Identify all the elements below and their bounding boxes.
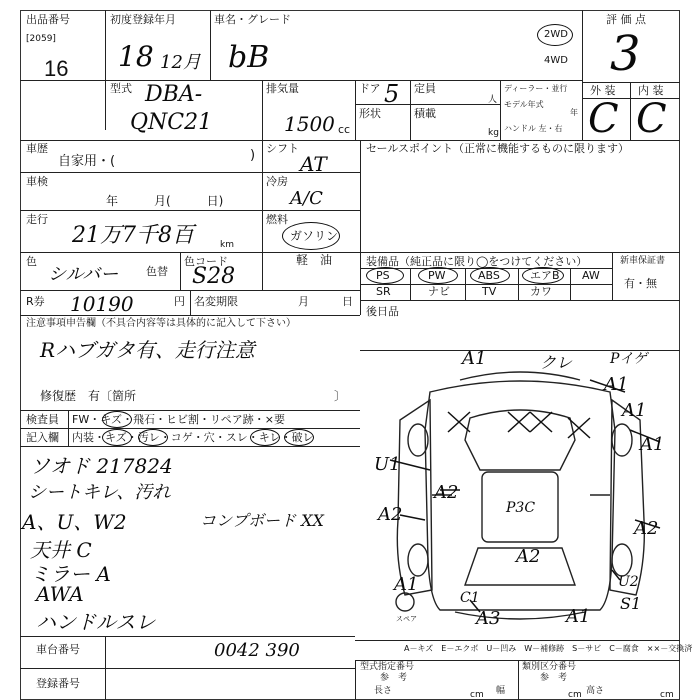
exterior-value: C (588, 96, 619, 142)
type-value-2: QNC21 (130, 110, 213, 135)
grade-label: 評 価 点 (606, 13, 646, 26)
diagram-mark: A1 (462, 348, 487, 369)
equipment-label: 装備品（純正品に限り◯をつけてください） (366, 255, 588, 268)
usage-value: 自家用・( (58, 154, 116, 169)
diagram-mark: A1 (640, 434, 665, 455)
shift-label: シフト (266, 142, 299, 155)
type-value-1: DBA- (145, 82, 203, 107)
inspection-label: 車検 (26, 175, 48, 188)
ac-value: A/C (290, 188, 323, 209)
fuel-label: 燃料 (266, 213, 288, 226)
diagram-mark: C1 (460, 590, 480, 606)
notes-text: Rハブガタ有、走行注意 (40, 338, 255, 362)
legend-text: A－キズ E－エクボ U－凹み W－補修跡 S－サビ C－腐食 ××－交換済 (404, 644, 693, 653)
diagram-mark: クレ (540, 353, 573, 372)
damage-line (400, 515, 425, 520)
usage-close: ) (250, 148, 256, 163)
chassis-value: 0042 390 (214, 640, 300, 661)
color-code-label: 色コード (184, 255, 228, 268)
damage-x-mark (568, 418, 590, 438)
registration-month: 12月 (160, 52, 201, 73)
shift-value: AT (300, 152, 327, 176)
lot-number: 16 (44, 56, 69, 81)
car-roof (465, 410, 575, 470)
model-label: 車名・グレード (214, 13, 291, 26)
exterior-label: 外 装 (590, 84, 616, 97)
diagram-mark: A1 (622, 400, 647, 421)
interior-note-extra: コンプボード XX (200, 511, 324, 530)
lot-code: [2059] (26, 34, 56, 44)
diagram-mark: A1 (566, 606, 591, 627)
inspection-row-label: 検査員 (26, 413, 59, 426)
equip-sr: SR (376, 285, 391, 298)
interior-note-6: AWA (36, 582, 84, 606)
equip-abs: ABS (478, 269, 500, 282)
model-year-label: モデル年式 (504, 100, 544, 109)
capacity-unit: 人 (488, 95, 498, 105)
shape-label: 形状 (359, 107, 381, 120)
name-change-template: 月 日 (298, 295, 353, 308)
length-unit: cm (470, 690, 484, 700)
load-unit: kg (488, 128, 499, 138)
mileage-unit: km (220, 240, 234, 250)
diagram-mark: A1 (604, 374, 629, 395)
width-unit: cm (568, 690, 582, 700)
equip-leather: カワ (530, 285, 552, 298)
registration-year: 18 (118, 40, 154, 73)
grade-value: 3 (610, 26, 641, 82)
displacement-label: 排気量 (266, 82, 299, 95)
diagram-mark: A2 (634, 518, 659, 539)
notes-label: 注意事項申告欄（不具合内容等は具体的に記入して下さい） (26, 318, 296, 329)
interior-label: 内 装 (638, 84, 664, 97)
height-unit: cm (660, 690, 674, 700)
dealer-label: ディーラー・並行 (504, 84, 568, 93)
designated-label: 型式指定番号 (360, 662, 415, 672)
type-label: 型式 (110, 82, 132, 95)
registration-label: 登録番号 (36, 677, 80, 690)
selling-points-label: セールスポイント（正常に機能するものに限ります） (366, 142, 630, 155)
usage-label: 車歴 (26, 142, 48, 155)
inspection-value: 年 月( 日) (106, 194, 224, 208)
diagram-mark: A2 (378, 504, 403, 525)
color-code-value: S28 (192, 264, 236, 289)
recycle-value: 10190 (70, 292, 134, 316)
diagram-mark: U1 (374, 454, 401, 475)
diagram-mark: A1 (394, 574, 419, 595)
entry-items: 内装・キズ・汚レ・コゲ・穴・スレ・キレ・破レ (72, 431, 314, 444)
repair-label: 修復歴 有〔箇所 (40, 389, 137, 403)
handle-label: ハンドル 左・右 (504, 124, 563, 133)
car-front-bumper (460, 372, 580, 380)
fuel-option: 軽 油 (296, 253, 333, 267)
equip-airbag: エアB (530, 269, 560, 282)
equip-ps: PS (376, 269, 390, 282)
capacity-label: 定員 (414, 82, 436, 95)
height-label: 高さ (586, 686, 605, 696)
displacement-unit: cc (338, 123, 351, 136)
damage-x-mark (530, 412, 552, 432)
diagram-mark: S1 (620, 594, 642, 613)
interior-note-4: 天井 C (30, 538, 92, 562)
fuel-value: ガソリン (290, 229, 339, 243)
equip-aw: AW (582, 269, 600, 282)
year-unit: 年 (570, 108, 578, 117)
load-label: 積載 (414, 107, 436, 120)
ac-label: 冷房 (266, 175, 288, 188)
model-value: bB (228, 40, 270, 75)
diagram-mark: A2 (516, 546, 541, 567)
door-value: 5 (384, 80, 400, 108)
equip-pw: PW (428, 269, 446, 282)
interior-note-5: ミラー A (30, 562, 111, 586)
later-label: 後日品 (366, 305, 399, 318)
warranty-value: 有・無 (624, 277, 657, 290)
mileage-value: 21万7千8百 (72, 223, 194, 248)
drive-2wd: 2WD (544, 29, 568, 40)
recycle-label: R券 (26, 295, 45, 308)
length-label: 長さ (374, 686, 393, 696)
diagram-mark: U2 (618, 574, 639, 590)
displacement-value: 1500 (284, 112, 335, 136)
category-reference: 参 考 (540, 673, 568, 683)
color-label: 色 (26, 255, 37, 268)
recycle-unit: 円 (174, 295, 185, 308)
registration-date-label: 初度登録年月 (110, 13, 176, 26)
wheel-icon (408, 544, 428, 576)
diagram-mark: A2 (434, 482, 459, 503)
designated-reference: 参 考 (380, 673, 408, 683)
damage-x-mark (508, 412, 530, 432)
interior-note-7: ハンドルスレ (36, 610, 156, 634)
equip-navi: ナビ (428, 285, 450, 298)
drive-4wd: 4WD (544, 55, 568, 66)
inspection-items: FW・キズ・飛石・ヒビ割・リペア跡・×要 (72, 413, 285, 426)
interior-note-3: A、U、W2 (22, 510, 127, 534)
spare-label: スペア (396, 615, 417, 623)
door-label: ドア (359, 82, 381, 95)
entry-row-label: 記入欄 (26, 431, 59, 444)
lot-label: 出品番号 (26, 13, 70, 26)
repair-close: 〕 (334, 389, 347, 403)
mileage-label: 走行 (26, 213, 48, 226)
equip-tv: TV (482, 285, 497, 298)
color-value: シルバー (48, 264, 119, 285)
color-change-label: 色替 (146, 265, 168, 278)
interior-value: C (636, 96, 667, 142)
damage-x-mark (448, 412, 470, 432)
wheel-icon (612, 544, 632, 576)
diagram-mark: Pイゲ (610, 351, 648, 367)
interior-note-2: シートキレ、汚れ (28, 482, 171, 503)
diagram-mark: P3C (506, 500, 536, 516)
diagram-mark: A3 (476, 608, 501, 629)
name-change-label: 名変期限 (194, 295, 238, 308)
chassis-label: 車台番号 (36, 643, 80, 656)
category-label: 類別区分番号 (522, 662, 577, 672)
width-label: 幅 (496, 686, 506, 696)
interior-note-1: ソオド 217824 (30, 454, 173, 478)
warranty-label: 新車保証書 (620, 256, 666, 266)
